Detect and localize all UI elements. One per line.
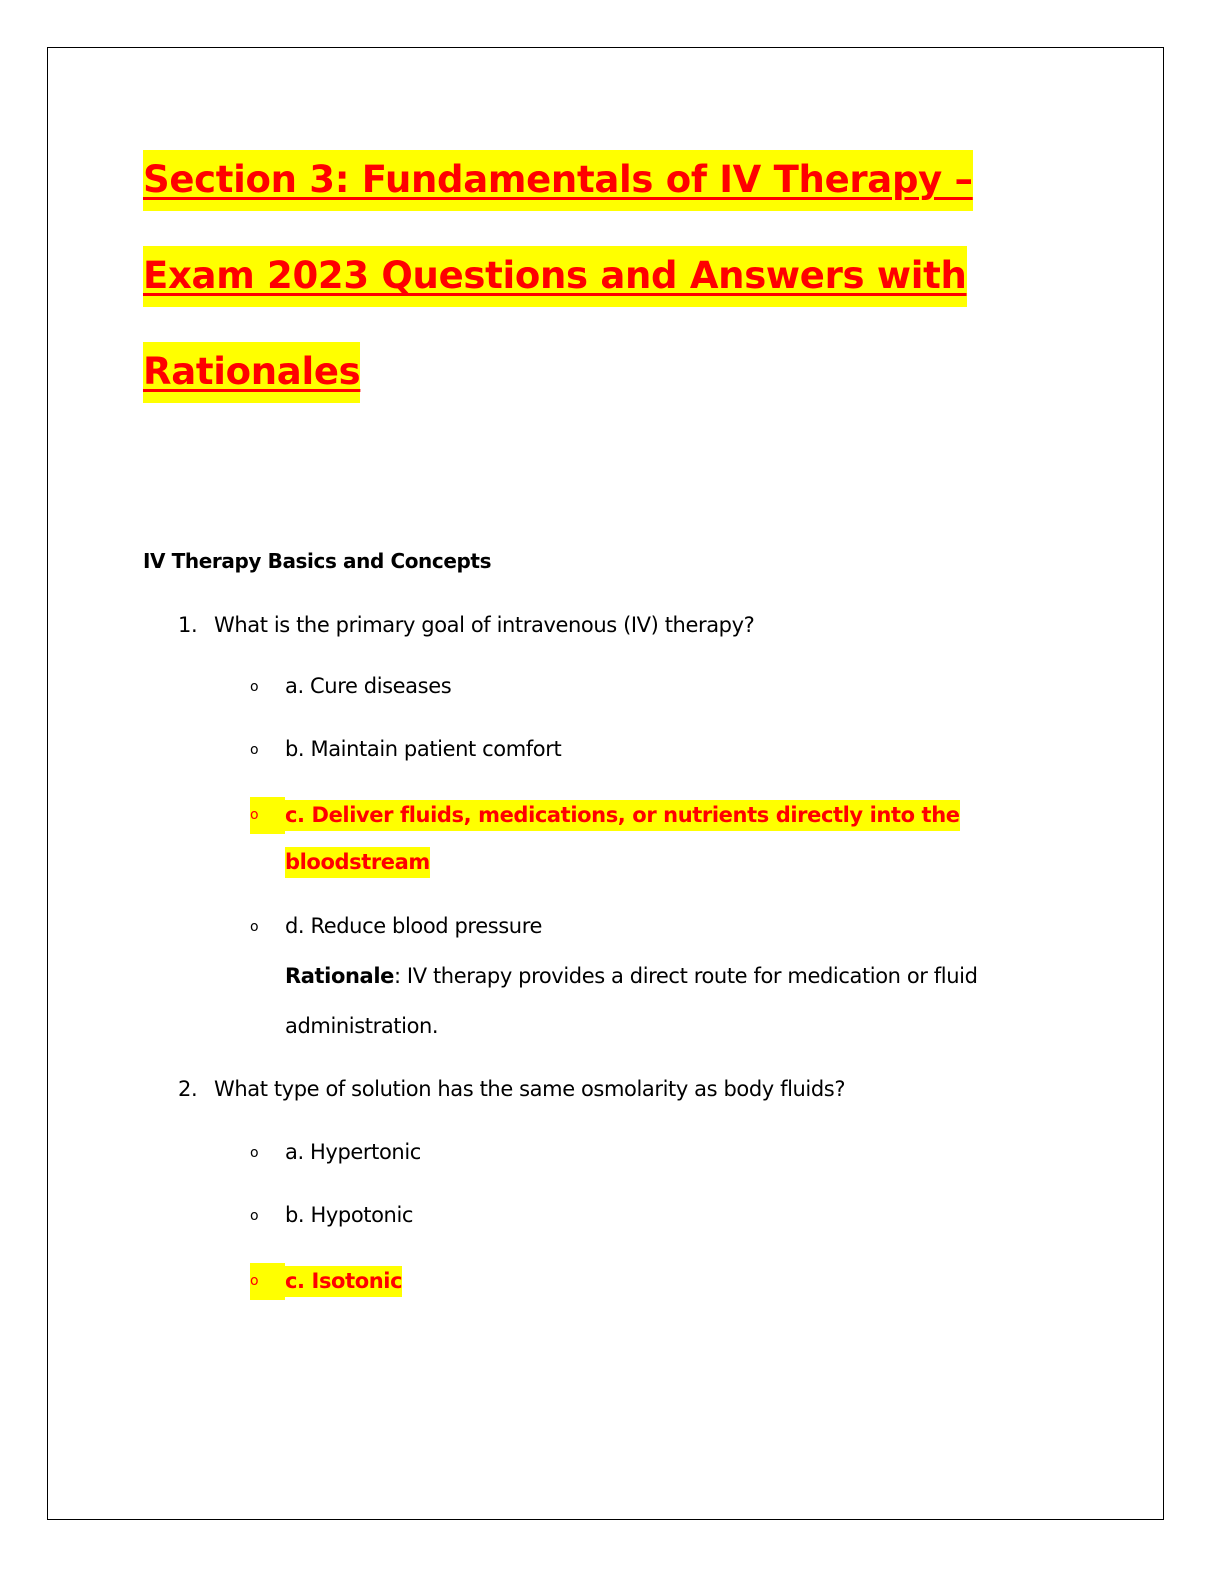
option-text: d. Reduce blood pressure: [285, 914, 543, 938]
section-heading: IV Therapy Basics and Concepts: [143, 549, 492, 573]
bullet-icon: o: [250, 1208, 259, 1224]
document-title: [143, 132, 1043, 420]
bullet-icon: o: [250, 679, 259, 695]
question-number: 2.: [178, 1077, 198, 1101]
option-1b: [250, 734, 561, 765]
option-1a: [250, 671, 451, 702]
bullet-icon: o: [250, 742, 259, 758]
rationale-label: Rationale: [285, 964, 394, 988]
option-2b: [250, 1200, 413, 1231]
title-line-3: Rationales: [143, 342, 360, 403]
option-text: c. Deliver fluids, medications, or nutrients directly into the: [285, 800, 960, 831]
bullet-icon: o: [250, 1263, 285, 1300]
option-text-continued: bloodstream: [285, 847, 430, 878]
question-1: [178, 610, 754, 640]
title-line-2: Exam 2023 Questions and Answers with: [143, 246, 967, 307]
option-1d: [250, 911, 542, 942]
rationale-text-continued: administration.: [285, 1014, 439, 1038]
bullet-icon: o: [250, 919, 259, 935]
option-text: b. Hypotonic: [285, 1203, 414, 1227]
option-2c-correct: [250, 1263, 402, 1300]
bullet-icon: o: [250, 797, 285, 834]
rationale-1: [285, 961, 978, 991]
bullet-icon: o: [250, 1145, 259, 1161]
title-line-1: Section 3: Fundamentals of IV Therapy –: [143, 150, 973, 211]
question-2: [178, 1074, 845, 1104]
option-text: a. Hypertonic: [285, 1140, 421, 1164]
rationale-1-continuation: [285, 1011, 438, 1041]
option-text: a. Cure diseases: [285, 674, 452, 698]
question-text: What type of solution has the same osmolarity as body fluids?: [214, 1077, 846, 1101]
option-2a: [250, 1137, 421, 1168]
option-1c-correct: [250, 797, 960, 834]
rationale-text: : IV therapy provides a direct route for medication or fluid: [393, 964, 978, 988]
question-number: 1.: [178, 613, 198, 637]
option-text: b. Maintain patient comfort: [285, 737, 562, 761]
question-text: What is the primary goal of intravenous (IV) therapy?: [214, 613, 755, 637]
option-1c-continuation: [285, 847, 430, 877]
option-text: c. Isotonic: [285, 1266, 402, 1297]
